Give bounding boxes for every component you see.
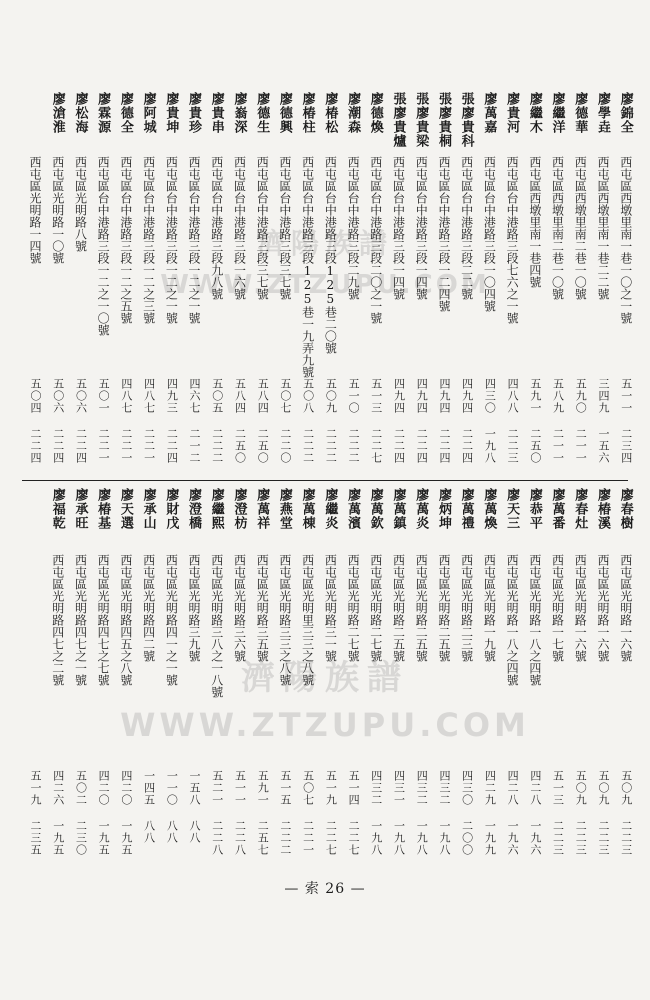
entry-name: 廖德興 xyxy=(276,92,292,134)
entry-address: 西屯區台中港路三段125巷一九弄九號 xyxy=(300,156,315,378)
entry-name: 廖萬禮 xyxy=(458,488,474,530)
entry-name: 廖燕堂 xyxy=(276,488,292,530)
entry-address: 西屯區台中港路三段三七號 xyxy=(277,156,292,300)
entry-name: 廖萬番 xyxy=(549,488,565,530)
entry-name: 廖繼木 xyxy=(526,92,542,134)
index-entry xyxy=(226,488,245,868)
entry-page-ref: 五〇八 二二二 xyxy=(301,378,315,464)
entry-page-ref: 五一一 二二八 xyxy=(233,770,247,856)
entry-address: 西屯區光明路三八之一八號 xyxy=(209,554,224,698)
entry-name: 廖貴坤 xyxy=(163,92,179,134)
entry-page-ref: 五九一 二五七 xyxy=(256,770,270,856)
entry-name: 廖春灶 xyxy=(572,488,588,530)
index-entry xyxy=(499,92,518,472)
entry-page-ref: 四九四 二二四 xyxy=(392,378,406,464)
entry-name: 廖繼熙 xyxy=(208,488,224,530)
entry-address: 西屯區光明路四五之八號 xyxy=(118,554,133,686)
entry-name: 廖澄枋 xyxy=(231,488,247,530)
entry-page-ref: 四二〇 一九五 xyxy=(97,770,111,856)
entry-address: 西屯區台中港路三段一二四號 xyxy=(436,156,451,312)
index-entry xyxy=(476,92,495,472)
entry-page-ref: 五一九 二三五 xyxy=(29,770,42,856)
index-entry xyxy=(249,488,268,868)
index-entry xyxy=(317,92,336,472)
index-entry xyxy=(454,92,473,472)
entry-name: 廖德煥 xyxy=(367,92,383,134)
entry-name: 廖椿基 xyxy=(95,488,111,530)
entry-address: 西屯區光明路四七之一號 xyxy=(73,554,88,686)
index-section-bottom xyxy=(22,488,632,868)
entry-page-ref: 四八八 二二三 xyxy=(506,378,520,464)
watermark-url: WWW.ZTZUPU.COM xyxy=(160,270,490,300)
entry-name: 廖繼炎 xyxy=(322,488,338,530)
entry-name: 廖德生 xyxy=(254,92,270,134)
entry-address: 西屯區光明路二三號 xyxy=(459,554,474,662)
index-entry xyxy=(67,488,86,868)
entry-page-ref: 五一三 二二七 xyxy=(369,378,383,464)
index-entry xyxy=(204,92,223,472)
entry-page-ref: 五〇六 二二四 xyxy=(51,378,65,464)
entry-page-ref: 五〇七 二二〇 xyxy=(278,378,292,464)
watermark-text: 濟陽族譜 xyxy=(241,658,409,698)
index-entry xyxy=(204,488,223,868)
index-entry xyxy=(158,92,177,472)
entry-name: 廖椿松 xyxy=(322,92,338,134)
entry-page-ref: 五〇九 二二三 xyxy=(619,770,633,856)
entry-address: 西屯區光明路一八之四號 xyxy=(505,554,520,686)
index-entry xyxy=(226,92,245,472)
entry-name: 廖繼洋 xyxy=(549,92,565,134)
index-entry xyxy=(545,488,564,868)
entry-address: 西屯區台中港路三段125巷二〇號 xyxy=(323,156,338,354)
index-entry xyxy=(136,488,155,868)
entry-name: 廖椿柱 xyxy=(299,92,315,134)
index-entry xyxy=(181,92,200,472)
entry-address: 西屯區西墩里南二巷一〇號 xyxy=(550,156,565,300)
entry-name: 廖霖源 xyxy=(95,92,111,134)
entry-name: 廖德全 xyxy=(117,92,133,134)
index-entry xyxy=(454,488,473,868)
entry-page-ref: 四二六 一九五 xyxy=(51,770,65,856)
index-entry xyxy=(295,488,314,868)
index-entry xyxy=(340,488,359,868)
entry-address: 西屯區台中港路三段二九號 xyxy=(346,156,361,300)
index-entry xyxy=(45,488,64,868)
entry-page-ref: 四九三 二二四 xyxy=(165,378,179,464)
entry-name: 廖萬鎮 xyxy=(390,488,406,530)
index-entry xyxy=(22,488,41,868)
watermark-text: 濟陽族譜 xyxy=(256,227,393,260)
entry-page-ref: 一一〇 八八 xyxy=(165,770,179,844)
entry-name: 廖天選 xyxy=(117,488,133,530)
entry-page-ref: 五一一 二三四 xyxy=(619,378,633,464)
entry-page-ref: 五〇四 二二四 xyxy=(29,378,42,464)
entry-name: 張廖貴科 xyxy=(458,92,474,148)
entry-address: 西屯區台中港路三段一二之三號 xyxy=(141,156,156,324)
entry-address: 西屯區光明路二五號 xyxy=(414,554,429,662)
index-entry xyxy=(499,488,518,868)
entry-address: 西屯區台中港路三段一二之一號 xyxy=(164,156,179,324)
index-entry xyxy=(272,92,291,472)
index-entry xyxy=(90,488,109,868)
entry-page-ref: 五一〇 二二二 xyxy=(347,378,361,464)
entry-name: 廖潮森 xyxy=(345,92,361,134)
entry-address: 西屯區光明路一六號 xyxy=(618,554,633,662)
entry-page-ref: 五八四 二五〇 xyxy=(256,378,270,464)
entry-page-ref: 四二八 一九六 xyxy=(528,770,542,856)
entry-address: 西屯區台中港路三段二〇之一號 xyxy=(368,156,383,324)
index-entry xyxy=(476,488,495,868)
entry-name: 廖炳坤 xyxy=(435,488,451,530)
entry-address: 西屯區光明路三三之八號 xyxy=(277,554,292,686)
entry-page-ref: 五〇六 二二四 xyxy=(74,378,88,464)
entry-page-ref: 五二一 二二八 xyxy=(210,770,224,856)
entry-address: 西屯區光明路一四號 xyxy=(28,156,42,264)
entry-address: 西屯區光明路一七號 xyxy=(550,554,565,662)
entry-page-ref: 四三二 一九八 xyxy=(369,770,383,856)
index-entry xyxy=(272,488,291,868)
entry-name: 廖德華 xyxy=(572,92,588,134)
entry-name: 廖春樹 xyxy=(617,488,633,530)
entry-name: 廖恭平 xyxy=(526,488,542,530)
index-entry xyxy=(249,92,268,472)
index-entry xyxy=(113,92,132,472)
index-entry xyxy=(431,92,450,472)
entry-page-ref: 四九四 二二四 xyxy=(460,378,474,464)
entry-address: 西屯區光明路二七號 xyxy=(368,554,383,662)
index-columns-bottom xyxy=(22,488,632,868)
entry-address: 西屯區台中港路三段七六之一號 xyxy=(505,156,520,324)
index-entry xyxy=(90,92,109,472)
entry-address: 西屯區光明路三六號 xyxy=(232,554,247,662)
entry-page-ref: 四二〇 一九五 xyxy=(119,770,133,856)
index-entry xyxy=(295,92,314,472)
entry-address: 西屯區光明路三一號 xyxy=(323,554,338,662)
entry-name: 張廖貴爐 xyxy=(390,92,406,148)
entry-address: 西屯區光明路一九號 xyxy=(482,554,497,662)
entry-address: 西屯區光明路二七號 xyxy=(346,554,361,662)
index-entry xyxy=(45,92,64,472)
entry-page-ref: 四六七 二一二 xyxy=(188,378,202,464)
entry-page-ref: 四九四 二二四 xyxy=(437,378,451,464)
index-columns-top xyxy=(22,92,632,472)
entry-page-ref: 五一五 二二二 xyxy=(278,770,292,856)
watermark-url: WWW.ZTZUPU.COM xyxy=(120,706,530,744)
index-entry xyxy=(113,488,132,868)
entry-name: 廖萬棟 xyxy=(299,488,315,530)
index-entry xyxy=(158,488,177,868)
entry-name: 廖萬炎 xyxy=(413,488,429,530)
entry-name: 廖萬嘉 xyxy=(481,92,497,134)
entry-name: 廖澄橋 xyxy=(186,488,202,530)
entry-address: 西屯區光明路二五號 xyxy=(436,554,451,662)
index-entry xyxy=(363,488,382,868)
entry-name: 廖貴河 xyxy=(504,92,520,134)
entry-address: 西屯區台中港路三段一二之一〇號 xyxy=(96,156,111,336)
entry-name: 廖萬欽 xyxy=(367,488,383,530)
entry-address: 西屯區台中港路三段一二之五號 xyxy=(118,156,133,324)
entry-page-ref: 四三二 一九八 xyxy=(415,770,429,856)
entry-page-ref: 五〇七 二二一 xyxy=(301,770,315,856)
entry-name: 張廖貴梁 xyxy=(413,92,429,148)
entry-address: 西屯區西墩里南一巷四號 xyxy=(527,156,542,288)
entry-address: 西屯區光明路四七之二號 xyxy=(50,554,65,686)
index-entry xyxy=(431,488,450,868)
entry-page-ref: 五〇九 二二三 xyxy=(574,770,588,856)
entry-address: 西屯區光明路四二號 xyxy=(141,554,156,662)
entry-name: 廖椿溪 xyxy=(594,488,610,530)
entry-name: 廖承旺 xyxy=(72,488,88,530)
entry-page-ref: 五八四 二五〇 xyxy=(233,378,247,464)
entry-page-ref: 四八七 二二一 xyxy=(142,378,156,464)
entry-name: 廖財戊 xyxy=(163,488,179,530)
entry-address: 西屯區台中港路三段三七號 xyxy=(255,156,270,300)
entry-address: 西屯區台中港路三段九八號 xyxy=(209,156,224,300)
index-entry xyxy=(590,488,609,868)
entry-name: 廖學垚 xyxy=(594,92,610,134)
entry-address: 西屯區光明路一〇號 xyxy=(50,156,65,264)
entry-name: 廖天三 xyxy=(504,488,520,530)
entry-address: 西屯區台中港路三段一四號 xyxy=(414,156,429,300)
entry-page-ref: 四二九 一九九 xyxy=(483,770,497,856)
index-entry xyxy=(590,92,609,472)
index-section-top xyxy=(22,92,632,472)
entry-page-ref: 四三〇 二〇〇 xyxy=(460,770,474,856)
entry-address: 西屯區光明路八號 xyxy=(73,156,88,252)
index-entry xyxy=(340,92,359,472)
entry-name: 廖阿城 xyxy=(140,92,156,134)
entry-address: 西屯區光明路一八之四號 xyxy=(527,554,542,686)
index-entry xyxy=(545,92,564,472)
entry-address: 西屯區西墩里南一巷二二號 xyxy=(595,156,610,300)
entry-page-ref: 五〇一 二二一 xyxy=(97,378,111,464)
entry-page-ref: 五〇二 二三〇 xyxy=(74,770,88,856)
entry-page-ref: 五〇九 二二二 xyxy=(324,378,338,464)
index-entry xyxy=(408,92,427,472)
entry-address: 西屯區光明路一六號 xyxy=(573,554,588,662)
entry-address: 西屯區西墩里南二巷一〇號 xyxy=(573,156,588,300)
entry-page-ref: 五一三 二二三 xyxy=(551,770,565,856)
entry-address: 西屯區光明路四一之一號 xyxy=(164,554,179,686)
index-entry xyxy=(522,488,541,868)
entry-page-ref: 五八九 二一一 xyxy=(551,378,565,464)
entry-name: 張廖貴桐 xyxy=(435,92,451,148)
index-entry xyxy=(22,92,41,472)
entry-address: 西屯區台中港路三段一四號 xyxy=(391,156,406,300)
entry-name: 廖萬煥 xyxy=(481,488,497,530)
page-number: — 索 26 — xyxy=(284,881,366,897)
entry-name: 廖嵡深 xyxy=(231,92,247,134)
index-entry xyxy=(408,488,427,868)
entry-page-ref: 五一九 二二七 xyxy=(324,770,338,856)
entry-page-ref: 五九〇 二一一 xyxy=(574,378,588,464)
entry-name: 廖貴串 xyxy=(208,92,224,134)
entry-name: 廖松海 xyxy=(72,92,88,134)
index-entry xyxy=(363,92,382,472)
entry-page-ref: 四三〇 一九八 xyxy=(483,378,497,464)
entry-name: 廖萬祥 xyxy=(254,488,270,530)
index-entry xyxy=(386,92,405,472)
entry-name: 廖承山 xyxy=(140,488,156,530)
index-entry xyxy=(136,92,155,472)
entry-address: 西屯區光明路四七之七號 xyxy=(96,554,111,686)
entry-page-ref: 一五八 八八 xyxy=(188,770,202,844)
entry-address: 西屯區西墩里南一巷一〇之一號 xyxy=(618,156,633,324)
entry-address: 西屯區光明路一六號 xyxy=(595,554,610,662)
entry-page-ref: 四三一 一九八 xyxy=(392,770,406,856)
entry-page-ref: 一四五 八八 xyxy=(142,770,156,844)
entry-address: 西屯區台中港路三段一二之一號 xyxy=(187,156,202,324)
entry-name: 廖滄淮 xyxy=(49,92,65,134)
entry-page-ref: 五〇九 二二三 xyxy=(596,770,610,856)
entry-page-ref: 三四九 一五六 xyxy=(596,378,610,464)
index-entry xyxy=(567,488,586,868)
index-entry xyxy=(317,488,336,868)
entry-address: 西屯區台中港路三段一〇四號 xyxy=(482,156,497,312)
index-entry xyxy=(181,488,200,868)
entry-page-ref: 四九四 二二四 xyxy=(415,378,429,464)
section-divider xyxy=(22,480,628,481)
entry-page-ref: 五〇五 二二二 xyxy=(210,378,224,464)
entry-address: 西屯區光明里三三之八號 xyxy=(300,554,315,686)
entry-page-ref: 四二八 一九六 xyxy=(506,770,520,856)
index-entry xyxy=(613,92,632,472)
entry-page-ref: 五九一 二五〇 xyxy=(528,378,542,464)
entry-address: 西屯區台中港路三段一六號 xyxy=(232,156,247,300)
entry-name: 廖福乾 xyxy=(49,488,65,530)
entry-page-ref: 四八七 二二一 xyxy=(119,378,133,464)
entry-page-ref: 四三二 一九八 xyxy=(437,770,451,856)
index-entry xyxy=(613,488,632,868)
entry-name: 廖貴珍 xyxy=(186,92,202,134)
entry-name: 廖萬濱 xyxy=(345,488,361,530)
entry-address: 西屯區光明路三五號 xyxy=(255,554,270,662)
index-entry xyxy=(67,92,86,472)
index-entry xyxy=(522,92,541,472)
entry-name: 廖錦全 xyxy=(617,92,633,134)
index-entry xyxy=(386,488,405,868)
entry-address: 西屯區光明路二五號 xyxy=(391,554,406,662)
entry-address: 西屯區光明路三九號 xyxy=(187,554,202,662)
index-entry xyxy=(567,92,586,472)
entry-page-ref: 五一四 二二七 xyxy=(347,770,361,856)
entry-address: 西屯區台中港路三段二二號 xyxy=(459,156,474,300)
